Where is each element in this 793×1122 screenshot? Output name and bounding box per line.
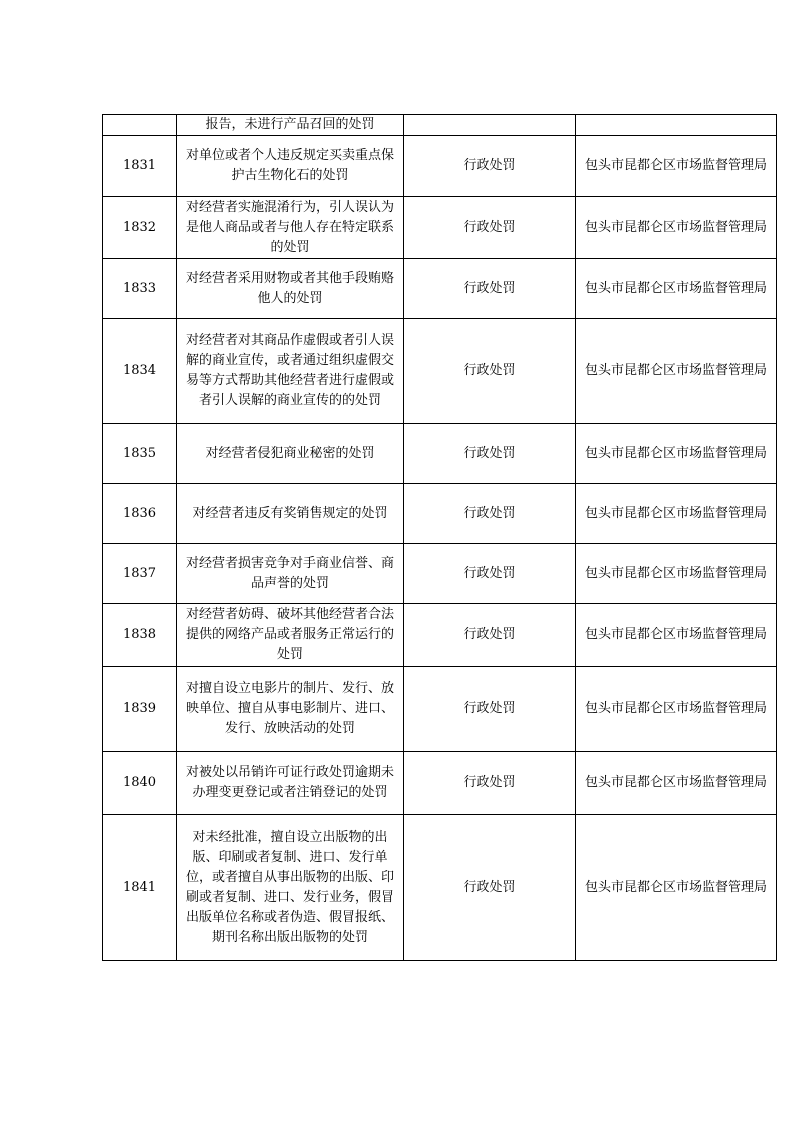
- authority-cell: 包头市昆都仑区市场监督管理局: [576, 197, 777, 259]
- table-body: [103, 115, 777, 961]
- item-name-cell: 对经营者采用财物或者其他手段贿赂他人的处罚: [177, 259, 404, 319]
- authority-cell: 包头市昆都仑区市场监督管理局: [576, 544, 777, 604]
- authority-cell: 包头市昆都仑区市场监督管理局: [576, 484, 777, 544]
- authority-cell: 包头市昆都仑区市场监督管理局: [576, 752, 777, 815]
- administrative-penalty-table: [102, 114, 777, 961]
- item-name-cell: 对未经批准，擅自设立出版物的出版、印刷或者复制、进口、发行单位，或者擅自从事出版物的出版、印刷或者复制、进口、发行业务，假冒出版单位名称或者伪造、假冒报纸、期刊名称出版出版物的处罚: [177, 815, 404, 961]
- table-row: [103, 544, 777, 604]
- item-name-cell: 对经营者对其商品作虚假或者引人误解的商业宣传，或者通过组织虚假交易等方式帮助其他经营者进行虚假或者引人误解的商业宣传的的处罚: [177, 319, 404, 424]
- authority-cell: 包头市昆都仑区市场监督管理局: [576, 424, 777, 484]
- row-number-cell: 1841: [103, 815, 177, 961]
- authority-cell: 包头市昆都仑区市场监督管理局: [576, 815, 777, 961]
- power-type-cell: 行政处罚: [404, 752, 576, 815]
- power-type-cell: 行政处罚: [404, 667, 576, 752]
- table-row: [103, 815, 777, 961]
- row-number-cell: 1832: [103, 197, 177, 259]
- item-name-cell: 对被处以吊销许可证行政处罚逾期未办理变更登记或者注销登记的处罚: [177, 752, 404, 815]
- item-name-cell: 对擅自设立电影片的制片、发行、放映单位、擅自从事电影制片、进口、发行、放映活动的处罚: [177, 667, 404, 752]
- table-row: [103, 484, 777, 544]
- power-type-cell: 行政处罚: [404, 319, 576, 424]
- row-number-cell: 1839: [103, 667, 177, 752]
- power-type-cell: 行政处罚: [404, 484, 576, 544]
- table-row: [103, 604, 777, 667]
- table-row: [103, 667, 777, 752]
- authority-cell: 包头市昆都仑区市场监督管理局: [576, 667, 777, 752]
- power-type-cell: 行政处罚: [404, 424, 576, 484]
- authority-cell: 包头市昆都仑区市场监督管理局: [576, 136, 777, 197]
- table-row: [103, 115, 777, 136]
- row-number-cell: 1835: [103, 424, 177, 484]
- item-name-cell: 对单位或者个人违反规定买卖重点保护古生物化石的处罚: [177, 136, 404, 197]
- item-name-cell: 对经营者损害竞争对手商业信誉、商品声誉的处罚: [177, 544, 404, 604]
- row-number-cell: 1836: [103, 484, 177, 544]
- power-type-cell: 行政处罚: [404, 197, 576, 259]
- row-number-cell: 1837: [103, 544, 177, 604]
- table-row: [103, 319, 777, 424]
- table-row: [103, 136, 777, 197]
- table-row: [103, 197, 777, 259]
- row-number-cell: [103, 115, 177, 136]
- authority-cell: 包头市昆都仑区市场监督管理局: [576, 259, 777, 319]
- authority-cell: 包头市昆都仑区市场监督管理局: [576, 604, 777, 667]
- item-name-cell: 对经营者侵犯商业秘密的处罚: [177, 424, 404, 484]
- item-name-cell: 对经营者妨碍、破坏其他经营者合法提供的网络产品或者服务正常运行的处罚: [177, 604, 404, 667]
- power-type-cell: 行政处罚: [404, 815, 576, 961]
- item-name-cell: 对经营者实施混淆行为，引人误认为是他人商品或者与他人存在特定联系的处罚: [177, 197, 404, 259]
- row-number-cell: 1840: [103, 752, 177, 815]
- power-type-cell: 行政处罚: [404, 544, 576, 604]
- row-number-cell: 1831: [103, 136, 177, 197]
- table-row: [103, 259, 777, 319]
- row-number-cell: 1834: [103, 319, 177, 424]
- power-type-cell: [404, 115, 576, 136]
- power-type-cell: 行政处罚: [404, 136, 576, 197]
- row-number-cell: 1838: [103, 604, 177, 667]
- table-row: [103, 752, 777, 815]
- table-row: [103, 424, 777, 484]
- authority-cell: [576, 115, 777, 136]
- item-name-cell: 报告，未进行产品召回的处罚: [177, 115, 404, 136]
- power-type-cell: 行政处罚: [404, 259, 576, 319]
- authority-cell: 包头市昆都仑区市场监督管理局: [576, 319, 777, 424]
- item-name-cell: 对经营者违反有奖销售规定的处罚: [177, 484, 404, 544]
- power-type-cell: 行政处罚: [404, 604, 576, 667]
- row-number-cell: 1833: [103, 259, 177, 319]
